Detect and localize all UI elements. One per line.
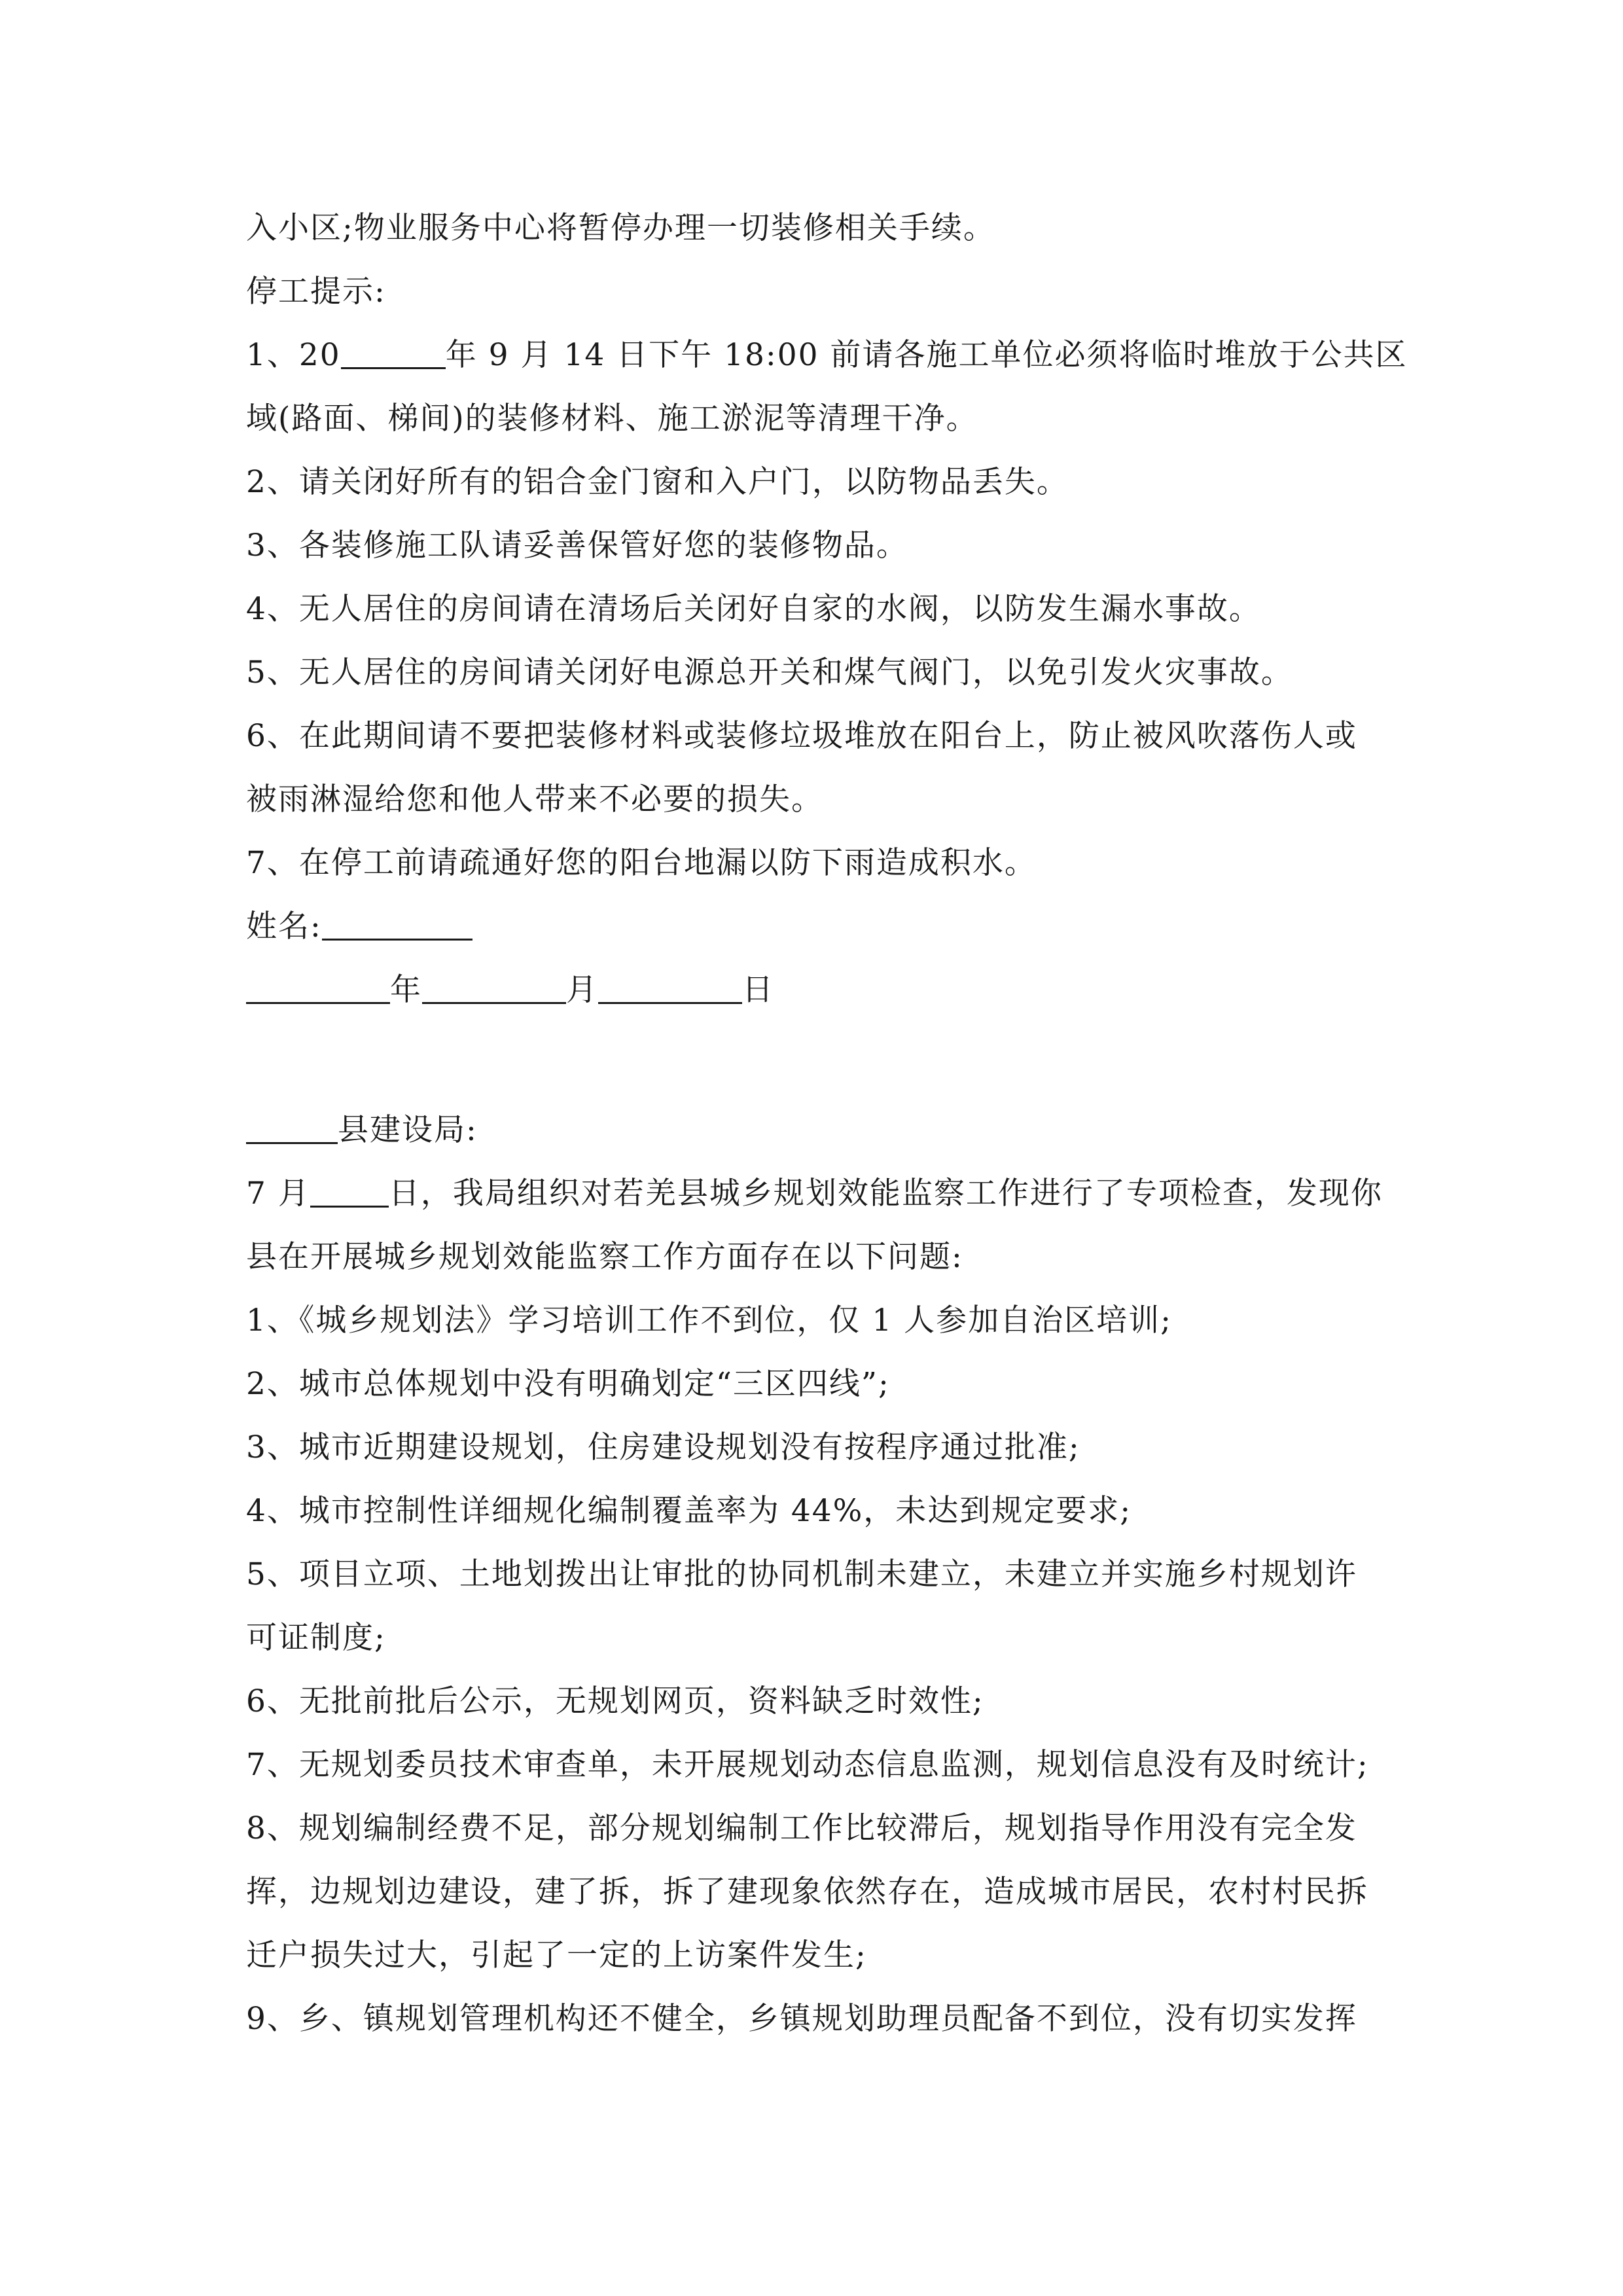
document-page <box>246 196 1408 2051</box>
letter-item-8: 8、规划编制经费不足，部分规划编制工作比较滞后，规划指导作用没有完全发 <box>246 1810 1357 1846</box>
notice-item-1: 1、20 年 9 月 14 日下午 18:00 前请各施工单位必须将临时堆放于公共区 <box>246 323 1398 387</box>
county-blank <box>246 1108 338 1144</box>
name-label: 姓名: <box>246 908 322 944</box>
date-day-label: 日 <box>742 972 774 1008</box>
name-line <box>246 895 1398 958</box>
notice-item-7: 7、在停工前请疏通好您的阳台地漏以防下雨造成积水。 <box>246 845 1037 881</box>
date-month-label: 月 <box>566 972 598 1008</box>
letter-item-8-cont-1: 挥，边规划边建设，建了拆，拆了建现象依然存在，造成城市居民，农村村民拆 <box>246 1874 1368 1910</box>
notice-item-6: 6、在此期间请不要把装修材料或装修垃圾堆放在阳台上，防止被风吹落伤人或 <box>246 718 1357 754</box>
notice-item-2: 2、请关闭好所有的铝合金门窗和入户门，以防物品丢失。 <box>246 464 1069 500</box>
name-blank <box>322 905 473 941</box>
letter-item-4: 4、城市控制性详细规化编制覆盖率为 44%，未达到规定要求; <box>246 1493 1132 1529</box>
letter-intro-cont: 县在开展城乡规划效能监察工作方面存在以下问题: <box>246 1239 963 1275</box>
notice-heading: 停工提示: <box>246 274 386 310</box>
letter-intro: 7 月 日，我局组织对若羌县城乡规划效能监察工作进行了专项检查，发现你 <box>246 1162 1398 1225</box>
letter-item-1: 1、《城乡规划法》学习培训工作不到位，仅 1 人参加自治区培训; <box>246 1302 1173 1338</box>
letter-item-5: 5、项目立项、土地划拨出让审批的协同机制未建立，未建立并实施乡村规划许 <box>246 1556 1357 1592</box>
notice-item-1-cont: 域(路面、梯间)的装修材料、施工淤泥等清理干净。 <box>246 401 978 437</box>
letter-item-5-cont: 可证制度; <box>246 1620 386 1656</box>
year-blank <box>341 333 446 369</box>
date-day-blank <box>598 968 742 1004</box>
notice-line-1: 入小区;物业服务中心将暂停办理一切装修相关手续。 <box>246 210 995 246</box>
notice-item-6-cont: 被雨淋湿给您和他人带来不必要的损失。 <box>246 781 823 817</box>
date-year-label: 年 <box>390 972 422 1008</box>
notice-item-5: 5、无人居住的房间请关闭好电源总开关和煤气阀门，以免引发火灾事故。 <box>246 655 1293 691</box>
letter-item-2: 2、城市总体规划中没有明确划定“三区四线”; <box>246 1366 890 1402</box>
date-line <box>246 958 1398 1022</box>
letter-item-6: 6、无批前批后公示，无规划网页，资料缺乏时效性; <box>246 1683 984 1719</box>
date-month-blank <box>422 968 566 1004</box>
notice-item-4: 4、无人居住的房间请在清场后关闭好自家的水阀，以防发生漏水事故。 <box>246 591 1261 627</box>
letter-item-3: 3、城市近期建设规划，住房建设规划没有按程序通过批准; <box>246 1429 1080 1465</box>
letter-addressee: 县建设局: <box>246 1098 1398 1162</box>
day-blank <box>310 1172 389 1208</box>
section-gap <box>246 1022 1398 1098</box>
letter-item-8-cont-2: 迁户损失过大，引起了一定的上访案件发生; <box>246 1937 867 1973</box>
letter-item-9: 9、乡、镇规划管理机构还不健全，乡镇规划助理员配备不到位，没有切实发挥 <box>246 2001 1357 2037</box>
date-year-blank <box>246 968 390 1004</box>
letter-item-7: 7、无规划委员技术审查单，未开展规划动态信息监测，规划信息没有及时统计; <box>246 1747 1369 1783</box>
notice-item-3: 3、各装修施工队请妥善保管好您的装修物品。 <box>246 528 908 564</box>
